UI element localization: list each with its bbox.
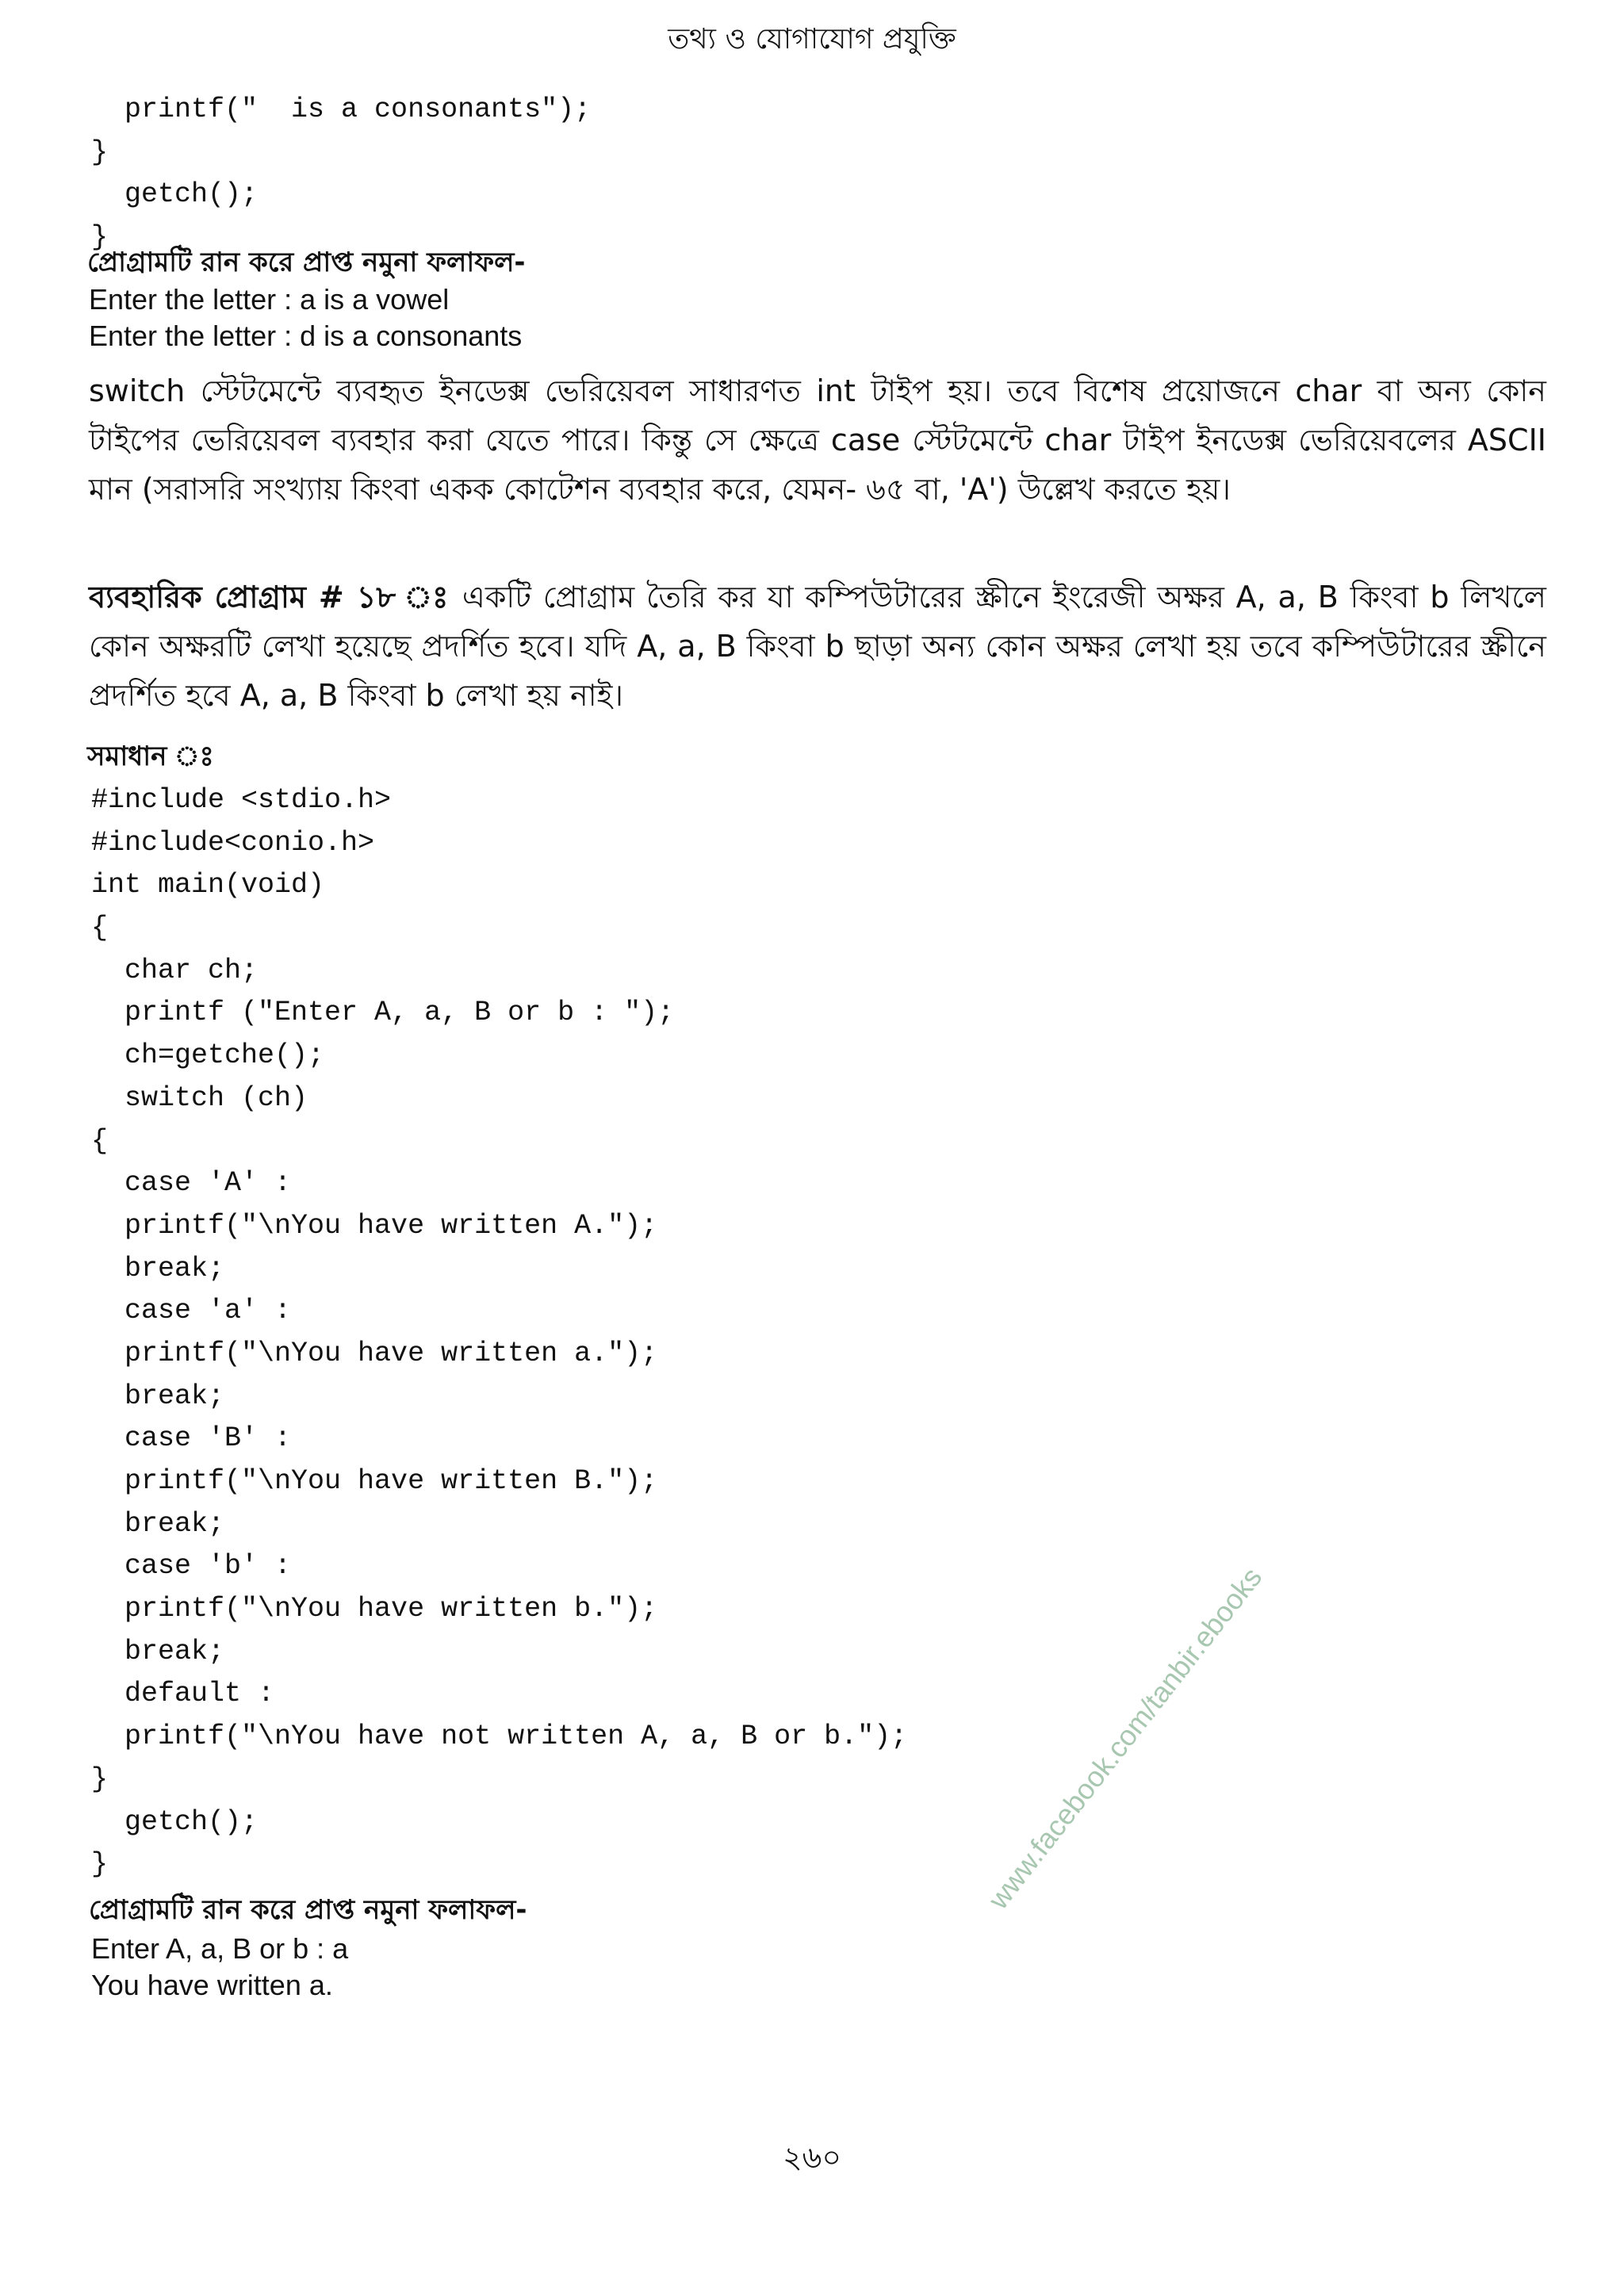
text-line: printf("\nYou have written b."); (91, 1593, 658, 1625)
text-line: } (91, 136, 109, 168)
text-line: Enter the letter : a is a vowel (89, 283, 450, 316)
program-18-description (89, 572, 1546, 720)
text-line: printf("\nYou have not written A, a, B or b."); (91, 1721, 908, 1753)
text-line: You have written a. (91, 1969, 333, 2001)
watermark: www.facebook.com/tanbir.ebooks (982, 1560, 1269, 1916)
text-line: break; (91, 1252, 225, 1284)
text-line: Enter the letter : d is a consonants (89, 320, 523, 352)
program-18-heading: ব্যবহারিক প্রোগ্রাম # ১৮ ঃ (89, 580, 451, 614)
text-line: getch(); (91, 1805, 259, 1838)
text-line: default : (91, 1678, 275, 1710)
text-line: Enter A, a, B or b : a (91, 1932, 349, 1965)
page-number: ২৬০ (782, 2140, 842, 2175)
text-line: case 'a' : (91, 1295, 292, 1327)
text-line: { (91, 912, 109, 944)
text-line: printf(" is a consonants"); (91, 94, 592, 125)
output-label-2: প্রোগ্রামটি রান করে প্রাপ্ত নমুনা ফলাফল- (89, 1894, 527, 1926)
text-line: printf("\nYou have written B."); (91, 1465, 658, 1497)
text-line: ch=getche(); (91, 1039, 325, 1072)
text-line: printf("\nYou have written A."); (91, 1209, 658, 1242)
text-line: #include <stdio.h> (91, 784, 392, 816)
text-line: #include<conio.h> (91, 826, 375, 859)
page-header: তথ্য ও যোগাযোগ প্রযুক্তি (668, 23, 956, 56)
text-line: { (91, 1124, 109, 1157)
text-line: printf("\nYou have written a."); (91, 1337, 658, 1369)
code-block-2 (91, 779, 907, 1886)
paragraph-switch: switch স্টেটমেন্টে ব্যবহৃত ইনডেক্স ভেরিয়েবল সাধারণত int টাইপ হয়। তবে বিশেষ প্রয়োজনে char বা অন্য কোন টাইপের ভেরিয়েবল ব্যবহার করা যেতে পারে। কিন্তু সে ক্ষেত্রে case স্টেটমেন্টে char টাইপ ইনডেক্স ভেরিয়েবলের ASCII মান (সরাসরি সংখ্যায় কিংবা একক কোটেশন ব্যবহার করে, যেমন- ৬৫ বা, 'A') উল্লেখ করতে হয়। (89, 373, 1546, 507)
text-line: } (91, 1848, 109, 1881)
text-line: int main(void) (91, 869, 325, 901)
text-line: case 'B' : (91, 1422, 292, 1455)
program-18-text: একটি প্রোগ্রাম তৈরি কর যা কম্পিউটারের স্ক্রীনে ইংরেজী অক্ষর A, a, B কিংবা b লিখলে কোন অক্ষরটি লেখা হয়েছে প্রদর্শিত হবে। যদি A, a, B কিংবা b ছাড়া অন্য কোন অক্ষর লেখা হয় তবে কম্পিউটারের স্ক্রীনে প্রদর্শিত হবে A, a, B কিংবা b লেখা হয় নাই। (89, 580, 1546, 713)
text-line: printf ("Enter A, a, B or b : "); (91, 997, 675, 1029)
text-line: switch (ch) (91, 1081, 308, 1114)
output-lines-2 (91, 1931, 348, 2004)
text-line: } (91, 221, 109, 254)
text-line: char ch; (91, 954, 259, 986)
code-block-1 (91, 89, 591, 259)
text-line: case 'b' : (91, 1550, 292, 1583)
text-line: getch(); (91, 178, 259, 211)
output-label-1: প্রোগ্রামটি রান করে প্রাপ্ত নমুনা ফলাফল- (87, 247, 526, 278)
text-line: case 'A' : (91, 1167, 292, 1200)
text-line: } (91, 1763, 109, 1795)
text-line: break; (91, 1635, 225, 1667)
solution-label: সমাধান ঃ (87, 741, 214, 772)
output-lines-1 (89, 281, 522, 354)
text-line: break; (91, 1380, 225, 1412)
text-line: break; (91, 1507, 225, 1540)
